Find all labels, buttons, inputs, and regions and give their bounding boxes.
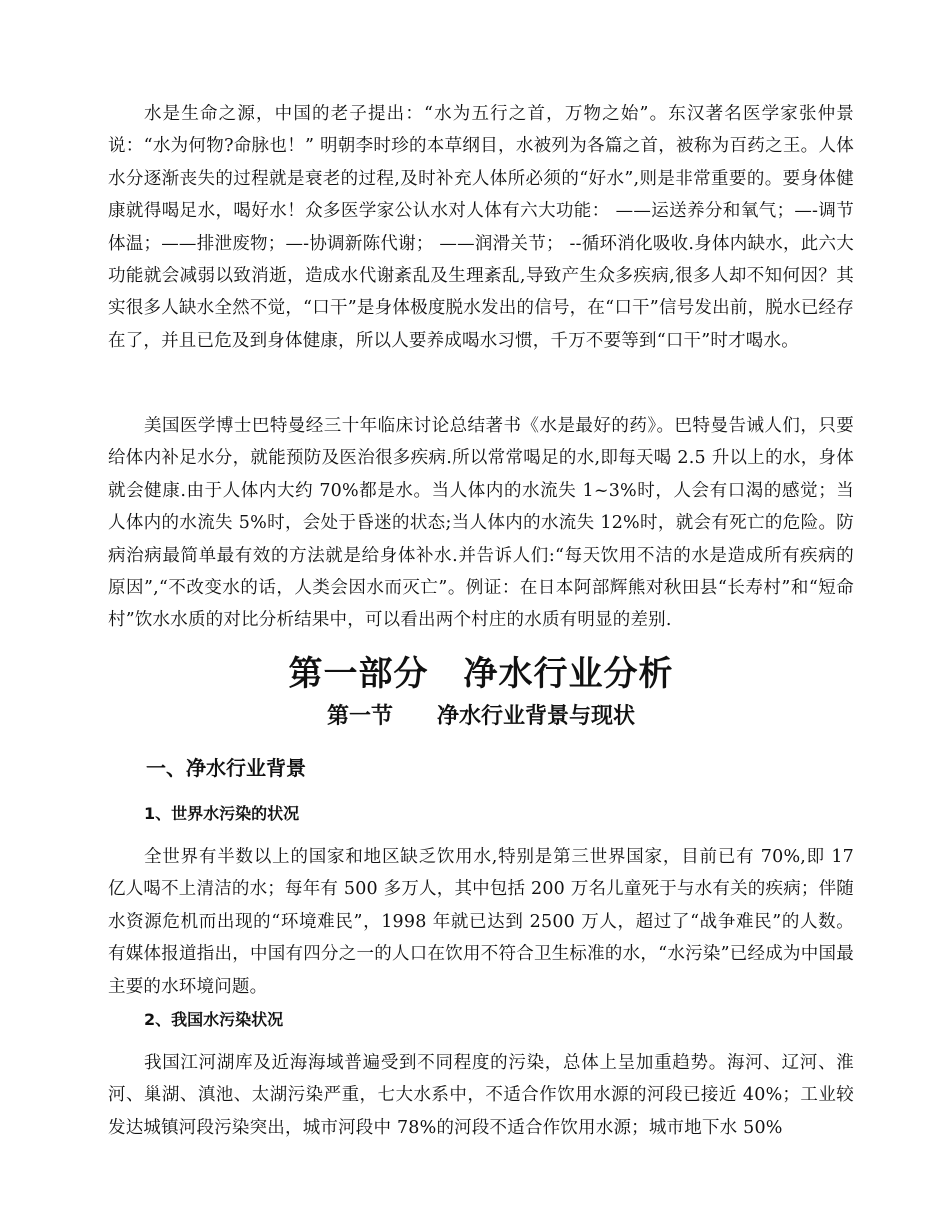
part-title: 第一部分 净水行业分析	[288, 654, 674, 694]
intro-paragraph: 水是生命之源，中国的老子提出：“水为五行之首，万物之始”。东汉著名医学家张仲景说：“水为何物?命脉也！” 明朝李时珍的本草纲目，水被列为各篇之首，被称为百药之王。人体水分逐渐丧失的过程就是衰老的过程,及时补充人体所必须的“好水”,则是非常重要的。要身体健康就得喝足水，喝好水！众多医学家公认水对人体有六大功能： ——运送养分和氧气；—-调节体温；——排泄废物；—-协调新陈代谢； ——润滑关节； --循环消化吸收.身体内缺水，此六大功能就会减弱以致消逝，造成水代谢紊乱及生理紊乱,导致产生众多疾病,很多人却不知何因？其实很多人缺水全然不觉，“口干”是身体极度脱水发出的信号，在“口干”信号发出前，脱水已经存在了，并且已危及到身体健康，所以人要养成喝水习惯，千万不要等到“口干”时才喝水。	[108, 104, 854, 351]
world-pollution-paragraph: 全世界有半数以上的国家和地区缺乏饮用水,特别是第三世界国家，目前已有 70%,即 17 亿人喝不上清洁的水；每年有 500 多万人，其中包括 200 万名儿童死于与水有关的疾病；伴随水资源危机而出现的“环境难民”，1998 年就已达到 2500 万人，超过了“战争难民”的人数。有媒体报道指出，中国有四分之一的人口在饮用不符合卫生标准的水，“水污染”已经成为中国最主要的水环境问题。	[108, 847, 854, 997]
heading-background: 一、净水行业背景	[146, 756, 306, 780]
heading-china-pollution: 2、我国水污染状况	[144, 1010, 284, 1029]
section-title: 第一节 净水行业背景与现状	[326, 704, 635, 729]
china-pollution-paragraph: 我国江河湖库及近海海域普遍受到不同程度的污染，总体上呈加重趋势。海河、辽河、淮河、巢湖、滇池、太湖污染严重，七大水系中，不适合作饮用水源的河段已接近 40%；工业较发达城镇河段污染突出，城市河段中 78%的河段不适合作饮用水源；城市地下水 50%	[108, 1053, 854, 1138]
batman-paragraph: 美国医学博士巴特曼经三十年临床讨论总结著书《水是最好的药》。巴特曼告诫人们，只要给体内补足水分，就能预防及医治很多疾病.所以常常喝足的水,即每天喝 2.5 升以上的水，身体就会健康.由于人体内大约 70%都是水。当人体内的水流失 1~3%时，人会有口渴的感觉；当人体内的水流失 5%时，会处于昏迷的状态;当人体内的水流失 12%时，就会有死亡的危险。防病治病最简单最有效的方法就是给身体补水.并告诉人们:“每天饮用不洁的水是造成所有疾病的原因”,“不改变水的话，人类会因水而灭亡”。例证：在日本阿部辉熊对秋田县“长寿村”和“短命村”饮水水质的对比分析结果中，可以看出两个村庄的水质有明显的差别.	[108, 416, 854, 631]
heading-world-pollution: 1、世界水污染的状况	[144, 804, 300, 823]
document-page	[108, 98, 854, 1177]
